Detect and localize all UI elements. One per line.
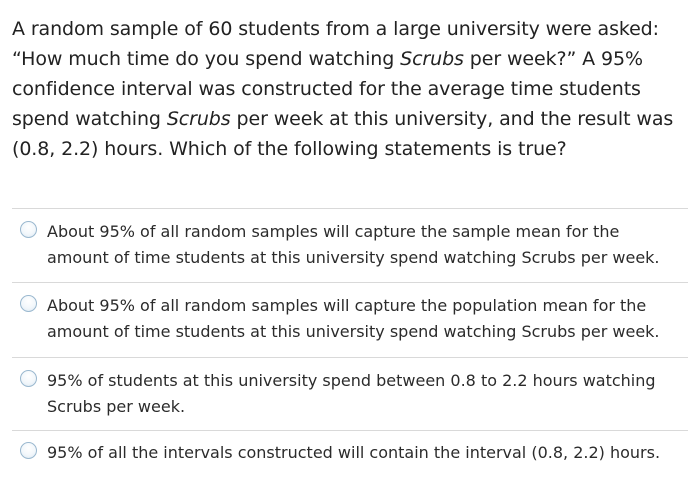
question-part-2: per week?” A 95% confidence interval was constructed for the average time students spend watching: [12, 48, 643, 130]
divider: [12, 208, 688, 209]
radio-button[interactable]: [20, 442, 37, 459]
radio-button[interactable]: [20, 221, 37, 238]
question-text: [12, 14, 692, 164]
radio-button[interactable]: [20, 370, 37, 387]
answer-option-label: About 95% of all random samples will capture the population mean for the amount of time students at this university spend watching Scrubs per week.: [47, 296, 660, 341]
radio-button[interactable]: [20, 295, 37, 312]
answer-option-label: 95% of students at this university spend between 0.8 to 2.2 hours watching Scrubs per week.: [47, 371, 656, 416]
divider: [12, 357, 688, 358]
question-part-3: per week at this university, and the result was (0.8, 2.2) hours. Which of the following statements is true?: [12, 108, 674, 160]
divider: [12, 430, 688, 431]
show-title-1: Scrubs: [400, 48, 464, 70]
answer-option-label: About 95% of all random samples will capture the sample mean for the amount of time students at this university spend watching Scrubs per week.: [47, 222, 660, 267]
divider: [12, 282, 688, 283]
question-part-1: A random sample of 60 students from a large university were asked: “How much time do you spend watching: [12, 18, 659, 70]
answer-option-label: 95% of all the intervals constructed will contain the interval (0.8, 2.2) hours.: [47, 443, 661, 462]
show-title-2: Scrubs: [166, 108, 231, 130]
